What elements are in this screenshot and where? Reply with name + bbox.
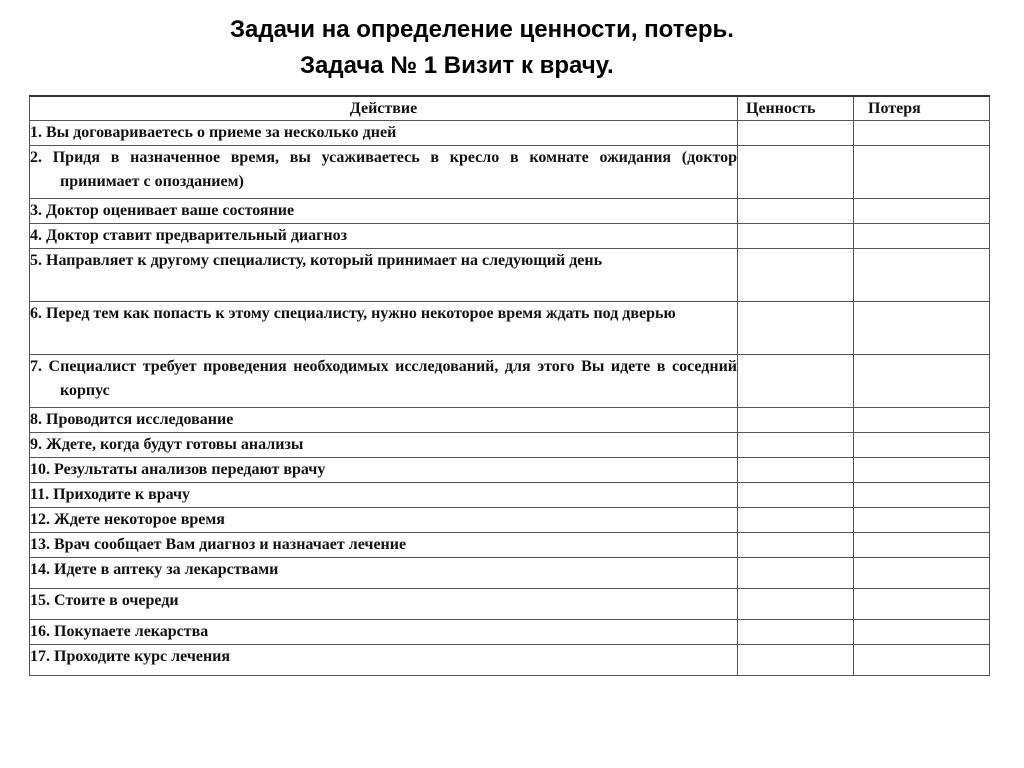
row-loss-cell[interactable] [854, 146, 990, 199]
table-row [30, 483, 990, 508]
tasks-table [29, 95, 990, 676]
table-row [30, 302, 990, 355]
row-value-cell[interactable] [738, 121, 854, 146]
row-loss-cell[interactable] [854, 620, 990, 645]
row-action-text: 10. Результаты анализов передают врачу [30, 461, 326, 478]
row-action-text: 5. Направляет к другому специалисту, который принимает на следующий день [30, 252, 603, 269]
row-loss-cell[interactable] [854, 249, 990, 302]
table-row [30, 249, 990, 302]
row-loss-cell[interactable] [854, 408, 990, 433]
row-value-cell[interactable] [738, 558, 854, 589]
row-value-cell[interactable] [738, 533, 854, 558]
row-loss-cell[interactable] [854, 483, 990, 508]
row-value-cell[interactable] [738, 408, 854, 433]
row-loss-cell[interactable] [854, 533, 990, 558]
column-header-action: Действие [30, 96, 738, 121]
row-value-cell[interactable] [738, 302, 854, 355]
row-action-text: 14. Идете в аптеку за лекарствами [30, 561, 279, 578]
row-value-cell[interactable] [738, 199, 854, 224]
table-row [30, 589, 990, 620]
row-action-text: 16. Покупаете лекарства [30, 623, 209, 640]
table-header-row [30, 96, 990, 121]
table-row [30, 508, 990, 533]
row-loss-cell[interactable] [854, 224, 990, 249]
row-value-cell[interactable] [738, 433, 854, 458]
table-row [30, 146, 990, 199]
row-value-cell[interactable] [738, 645, 854, 676]
row-value-cell[interactable] [738, 589, 854, 620]
table-row [30, 199, 990, 224]
row-action-text: 13. Врач сообщает Вам диагноз и назначает лечение [30, 536, 407, 553]
table-row [30, 121, 990, 146]
table-body [30, 121, 990, 676]
row-loss-cell[interactable] [854, 355, 990, 408]
row-loss-cell[interactable] [854, 645, 990, 676]
row-value-cell[interactable] [738, 620, 854, 645]
row-action-text: 15. Стоите в очереди [30, 592, 179, 609]
row-value-cell[interactable] [738, 146, 854, 199]
row-loss-cell[interactable] [854, 433, 990, 458]
row-value-cell[interactable] [738, 458, 854, 483]
row-action-text: 17. Проходите курс лечения [30, 648, 231, 665]
column-header-value: Ценность [738, 96, 854, 121]
row-action-text: 2. Придя в назначенное время, вы усаживаетесь в кресло в комнате ожидания (доктор принимает с опозданием) [30, 149, 737, 190]
row-loss-cell[interactable] [854, 508, 990, 533]
table-row [30, 533, 990, 558]
table-row [30, 433, 990, 458]
table-row [30, 620, 990, 645]
table-row [30, 458, 990, 483]
row-value-cell[interactable] [738, 508, 854, 533]
row-action-text: 7. Специалист требует проведения необходимых исследований, для этого Вы идете в соседний корпус [30, 358, 737, 399]
row-action-text: 6. Перед тем как попасть к этому специалисту, нужно некоторое время ждать под дверью [30, 305, 676, 322]
row-action-text: 9. Ждете, когда будут готовы анализы [30, 436, 304, 453]
row-value-cell[interactable] [738, 249, 854, 302]
table-row [30, 558, 990, 589]
row-action-text: 12. Ждете некоторое время [30, 511, 225, 528]
row-value-cell[interactable] [738, 224, 854, 249]
row-loss-cell[interactable] [854, 589, 990, 620]
row-value-cell[interactable] [738, 483, 854, 508]
row-loss-cell[interactable] [854, 199, 990, 224]
row-action-text: 11. Приходите к врачу [30, 486, 191, 503]
table-row [30, 645, 990, 676]
row-loss-cell[interactable] [854, 302, 990, 355]
row-value-cell[interactable] [738, 355, 854, 408]
row-action-text: 8. Проводится исследование [30, 411, 234, 428]
row-action-text: 3. Доктор оценивает ваше состояние [30, 202, 295, 219]
row-loss-cell[interactable] [854, 558, 990, 589]
column-header-loss: Потеря [854, 96, 990, 121]
row-loss-cell[interactable] [854, 121, 990, 146]
row-action-text: 4. Доктор ставит предварительный диагноз [30, 227, 348, 244]
page-subtitle: Задача № 1 Визит к врачу. [300, 52, 614, 79]
row-action-text: 1. Вы договариваетесь о приеме за несколько дней [30, 124, 397, 141]
table-row [30, 224, 990, 249]
row-loss-cell[interactable] [854, 458, 990, 483]
table-row [30, 355, 990, 408]
page-title: Задачи на определение ценности, потерь. [230, 16, 734, 43]
table-row [30, 408, 990, 433]
